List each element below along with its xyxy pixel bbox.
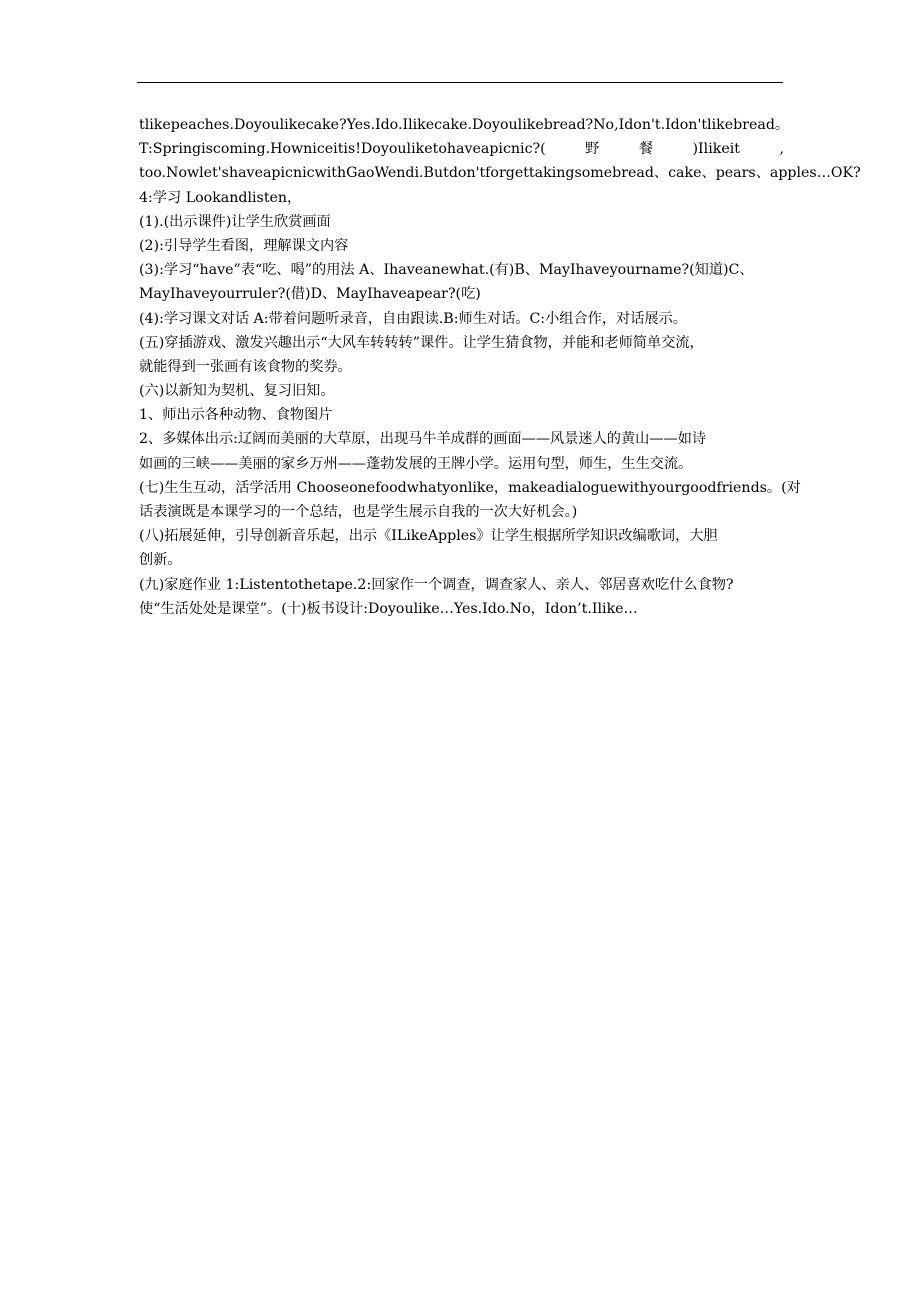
text-line: T:Springiscoming.Howniceitis!Doyouliketohaveapicnic?( 野 餐 )Ilikeit , [139,141,784,158]
header-rule [137,82,783,83]
text-line: MayIhaveyourruler?(借)D、MayIhaveapear?(吃) [139,286,481,303]
text-line: (1).(出示课件)让学生欣赏画面 [139,213,331,230]
text-line: 话表演既是本课学习的一个总结，也是学生展示自我的一次大好机会。) [139,504,578,520]
text-line: 1、师出示各种动物、食物图片 [139,407,333,424]
text-line: (4):学习课文对话 A:带着问题听录音，自由跟读.B:师生对话。C:小组合作，对话展示。 [139,310,687,327]
text-line: 使“生活处处是课堂”。(十)板书设计:Doyoulike…Yes.Ido.No，Idon’t.Ilike… [139,600,638,617]
text-line: 如画的三峡——美丽的家乡万州——蓬勃发展的王牌小学。运用句型，师生，生生交流。 [139,455,693,472]
text-line: (八)拓展延伸，引导创新音乐起，出示《ILikeApples》让学生根据所学知识改编歌词，大胆 [139,528,718,545]
text-line: 2、多媒体出示:辽阔而美丽的大草原，出现马牛羊成群的画面——风景迷人的黄山——如诗 [139,431,707,448]
text-line: too.Nowlet'shaveapicnicwithGaoWendi.Butdon'tforgettakingsomebread、cake、pears、apples…OK? [139,165,861,182]
text-line: (3):学习“have”表“吃、喝”的用法 A、Ihaveanewhat.(有)B、MayIhaveyourname?(知道)C、 [139,262,754,279]
text-line: 就能得到一张画有该食物的奖券。 [139,358,352,375]
text-line: tlikepeaches.Doyoulikecake?Yes.Ido.Ilikecake.Doyoulikebread?No,Idon't.Idon'tlikebread 。 [139,117,790,133]
text-line: (六)以新知为契机、复习旧知。 [139,383,335,400]
text-line: (2):引导学生看图，理解课文内容 [139,237,349,254]
document-body [139,113,861,621]
text-line: 创新。 [139,552,182,569]
text-line: (九)家庭作业 1:Listentothetape.2:回家作一个调查，调查家人、亲人、邻居喜欢吃什么食物? [139,576,734,593]
text-line: 4:学习 Lookandlisten， [139,189,302,206]
text-line: (五)穿插游戏、激发兴趣出示“大风车转转转”课件。让学生猜食物，并能和老师简单交流， [139,334,704,351]
text-line: (七)生生互动，活学活用 Chooseonefoodwhatyonlike，makeadialoguewithyourgoodfriends。(对 [139,479,801,496]
